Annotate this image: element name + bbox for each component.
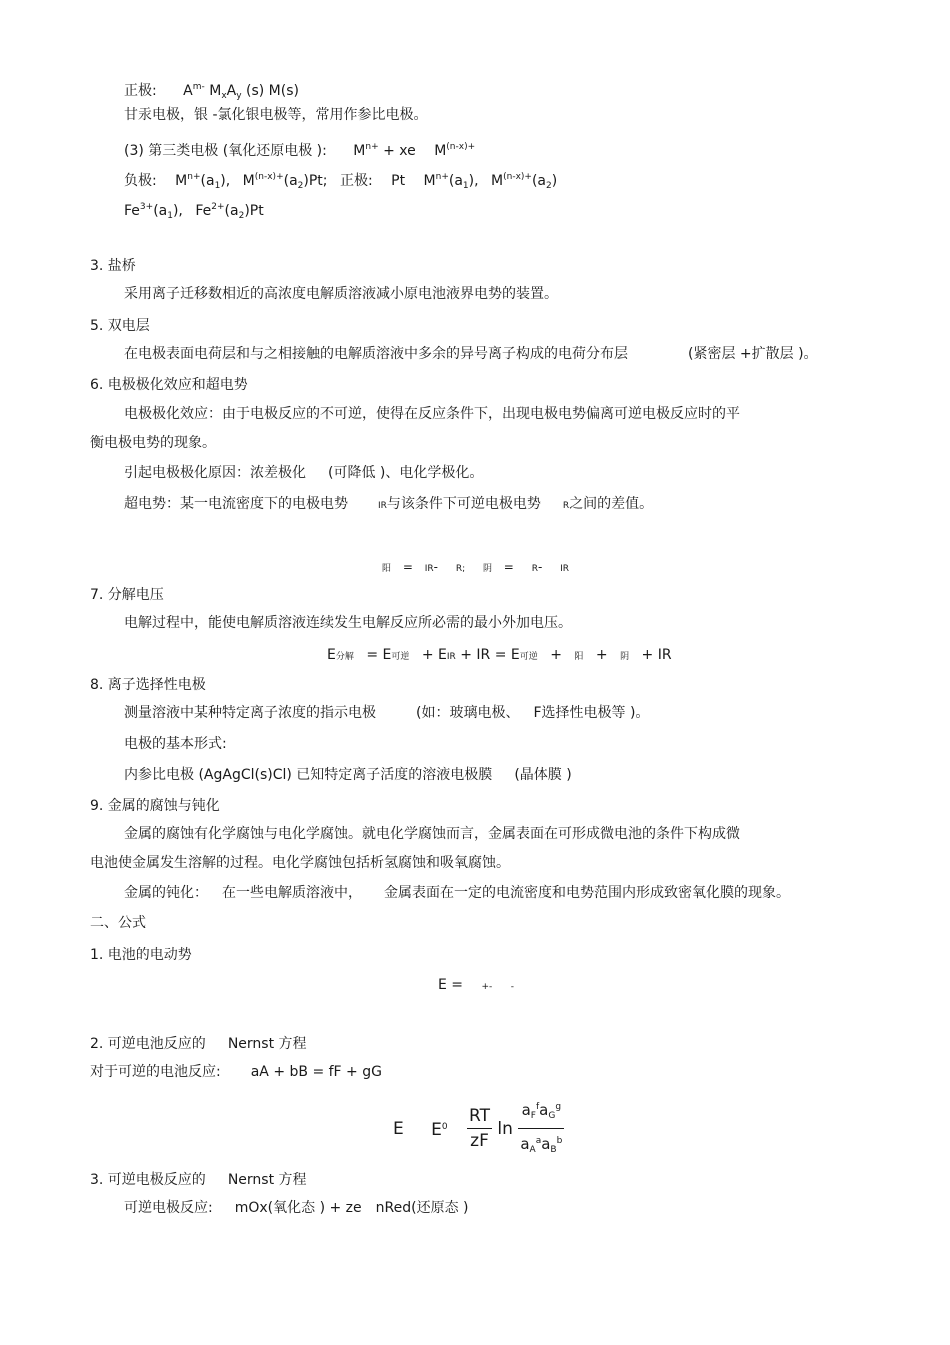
eta-equation: [382, 558, 569, 578]
subscript: 阳: [574, 652, 584, 662]
text: 对于可逆的电池反应:: [90, 1064, 221, 1080]
symbol: M: [434, 143, 447, 159]
symbol: M: [491, 173, 504, 189]
subscript: -: [510, 982, 514, 992]
polarization-text-2: 衡电极电势的现象。: [90, 435, 216, 451]
subscript: R;: [455, 564, 466, 574]
text: 负极:: [124, 173, 157, 189]
superscript: a: [535, 1136, 542, 1146]
text: 3. 可逆电极反应的: [90, 1172, 206, 1188]
subscript: 1: [167, 211, 173, 221]
symbol: E: [393, 1118, 404, 1139]
text: ),: [220, 173, 231, 189]
superscript: (n-x)+: [254, 172, 284, 182]
decomp-equation: [327, 646, 672, 666]
text: 正极:: [339, 173, 373, 189]
polarization-text-1: 电极极化效应：由于电极反应的不可逆，使得在反应条件下，出现电极电势偏离可逆电极反应时的平: [124, 406, 740, 422]
ion-selective-heading: 8. 离子选择性电极: [90, 677, 206, 693]
subscript: IR: [446, 652, 456, 662]
text: )Pt: [244, 203, 264, 219]
symbol: Fe: [195, 203, 212, 219]
text: ),: [468, 173, 479, 189]
neg-pos-line: [124, 168, 557, 195]
polarization-heading: 6. 电极极化效应和超电势: [90, 377, 248, 393]
ion-selective-form: 电极的基本形式:: [124, 736, 227, 752]
nernst-electrode-heading: [90, 1171, 307, 1189]
text: (s) M(s): [246, 83, 299, 99]
salt-bridge-text: 采用离子迁移数相近的高浓度电解质溶液减小原电池液界电势的装置。: [124, 286, 558, 302]
third-kind-line: [124, 138, 475, 160]
text: = E: [366, 647, 392, 663]
subscript: IR: [378, 501, 387, 511]
symbol: a: [520, 1135, 530, 1153]
text: 引起电极极化原因：浓差极化: [124, 465, 306, 481]
double-layer-text: [124, 345, 818, 363]
passivation-text: [124, 884, 790, 902]
subscript: 阳: [382, 564, 392, 574]
subscript: A: [529, 1145, 536, 1155]
fe-line: [124, 198, 264, 225]
nernst-cell-reaction: [90, 1063, 382, 1081]
superscript: n+: [435, 172, 449, 182]
symbol: M: [175, 173, 188, 189]
text: 可逆电极反应:: [124, 1200, 213, 1216]
text: 在一些电解质溶液中，: [222, 885, 362, 901]
text: (如：玻璃电极、: [416, 705, 520, 721]
formula-heading: 二、公式: [90, 915, 146, 931]
rt-over-zf: [467, 1105, 492, 1152]
symbol: A: [226, 83, 237, 99]
superscript: 0: [441, 1122, 448, 1132]
subscript: 2: [297, 181, 304, 191]
subscript: F: [530, 1111, 536, 1121]
superscript: f: [535, 1102, 540, 1112]
subscript: 1: [214, 181, 221, 191]
corrosion-text-1: 金属的腐蚀有化学腐蚀与电化学腐蚀。就电化学腐蚀而言，金属表面在可形成微电池的条件下构成微: [124, 826, 740, 842]
text: -: [489, 982, 493, 992]
text: 金属的钝化：: [124, 885, 208, 901]
text: (a: [200, 173, 215, 189]
text: (a: [224, 203, 239, 219]
text: -: [433, 560, 438, 574]
text: + E: [421, 647, 447, 663]
denominator: zF: [470, 1131, 489, 1151]
text: Nernst 方程: [227, 1036, 307, 1052]
ion-selective-parts: [124, 766, 572, 784]
text: 测量溶液中某种特定离子浓度的指示电极: [124, 705, 376, 721]
double-layer-heading: 5. 双电层: [90, 318, 150, 334]
positive-electrode-line: [124, 78, 299, 105]
symbol: E: [431, 1120, 442, 1140]
superscript: g: [555, 1102, 562, 1112]
text: aA + bB = fF + gG: [250, 1064, 382, 1080]
superscript: m-: [192, 82, 205, 92]
corrosion-text-2: 电池使金属发生溶解的过程。电化学腐蚀包括析氢腐蚀和吸氧腐蚀。: [90, 855, 510, 871]
superscript: (n-x)+: [446, 142, 476, 152]
subscript: +: [481, 982, 490, 992]
polarization-cause: [124, 464, 483, 482]
superscript: (n-x)+: [503, 172, 532, 182]
text: + IR: [641, 647, 672, 663]
text: + xe: [383, 143, 416, 159]
ion-selective-text: [124, 704, 649, 722]
subscript: IR: [424, 564, 434, 574]
subscript: x: [221, 91, 227, 101]
symbol: A: [183, 83, 193, 99]
text: (a: [448, 173, 463, 189]
numerator: RT: [467, 1105, 492, 1129]
text: =: [402, 560, 413, 574]
subscript: G: [548, 1111, 556, 1121]
superscript: n+: [365, 142, 379, 152]
label: 正极:: [124, 83, 157, 99]
text: (a: [283, 173, 298, 189]
symbol: Fe: [124, 203, 140, 219]
emf-equation: [438, 976, 514, 996]
superscript: b: [556, 1136, 563, 1146]
text: 在电极表面电荷层和与之相接触的电解质溶液中多余的异号离子构成的电荷分布层: [124, 346, 628, 362]
text: ): [551, 173, 558, 189]
activity-denominator: [518, 1129, 564, 1161]
text: mOx(氧化态 ) + ze: [234, 1200, 362, 1216]
text: (晶体膜 ): [514, 767, 572, 783]
symbol: M: [353, 143, 366, 159]
subscript: R: [531, 564, 538, 574]
subscript: 阴: [620, 652, 630, 662]
text: ),: [172, 203, 183, 219]
subscript: B: [550, 1145, 557, 1155]
text: +: [595, 647, 608, 663]
text: E =: [438, 977, 464, 993]
symbol: M: [242, 173, 255, 189]
text: (a: [531, 173, 547, 189]
superscript: 3+: [139, 202, 154, 212]
text: =: [503, 560, 514, 574]
decomp-text: 电解过程中，能使电解质溶液连续发生电解反应所必需的最小外加电压。: [124, 615, 572, 631]
calomel-line: 甘汞电极，银 -氯化银电极等，常用作参比电极。: [124, 107, 428, 123]
activity-numerator: [518, 1096, 564, 1129]
symbol: E: [327, 647, 336, 663]
subscript: 可逆: [519, 652, 538, 662]
nernst-cell-heading: [90, 1035, 307, 1053]
text: 之间的差值。: [569, 496, 654, 512]
subscript: 2: [546, 181, 552, 191]
superscript: n+: [187, 172, 201, 182]
subscript: 2: [238, 211, 245, 221]
text: (a: [153, 203, 168, 219]
superscript: 2+: [211, 202, 225, 212]
text: )Pt;: [303, 173, 328, 189]
ln: ln: [497, 1118, 513, 1139]
text: (紧密层 +扩散层 )。: [688, 346, 818, 362]
symbol: M: [423, 173, 436, 189]
text: 超电势：某一电流密度下的电极电势: [124, 496, 348, 512]
nernst-equation: [393, 1096, 564, 1161]
text: nRed(还原态 ): [375, 1200, 469, 1216]
subscript: R: [562, 501, 570, 511]
text: +: [550, 647, 562, 663]
text: 金属表面在一定的电流密度和电势范围内形成致密氧化膜的现象。: [384, 885, 790, 901]
subscript: y: [236, 91, 242, 101]
overpotential-line: [124, 495, 653, 515]
text: Nernst 方程: [227, 1172, 307, 1188]
decomp-heading: 7. 分解电压: [90, 587, 164, 603]
symbol: a: [521, 1101, 531, 1119]
corrosion-heading: 9. 金属的腐蚀与钝化: [90, 798, 220, 814]
text: 与该条件下可逆电极电势: [386, 496, 541, 512]
text: 内参比电极 (AgAgCl(s)Cl) 已知特定离子活度的溶液电极膜: [124, 767, 493, 783]
text: Pt: [391, 173, 406, 189]
text: (可降低 )、电化学极化。: [328, 465, 484, 481]
text: 2. 可逆电池反应的: [90, 1036, 206, 1052]
nernst-electrode-reaction: [124, 1199, 469, 1217]
text: (3) 第三类电极 (氧化还原电极 ):: [124, 143, 327, 159]
symbol: a: [541, 1135, 551, 1153]
activity-fraction: [518, 1096, 564, 1161]
text: + IR = E: [460, 647, 520, 663]
symbol: a: [539, 1101, 549, 1119]
subscript: 阴: [482, 564, 492, 574]
text: -: [537, 560, 543, 574]
emf-heading: 1. 电池的电动势: [90, 947, 192, 963]
subscript: 分解: [335, 652, 354, 662]
subscript: IR: [560, 564, 570, 574]
text: F选择性电极等 )。: [533, 705, 650, 721]
symbol: M: [209, 83, 222, 99]
subscript: 可逆: [391, 652, 410, 662]
subscript: 1: [462, 181, 469, 191]
salt-bridge-heading: 3. 盐桥: [90, 258, 136, 274]
